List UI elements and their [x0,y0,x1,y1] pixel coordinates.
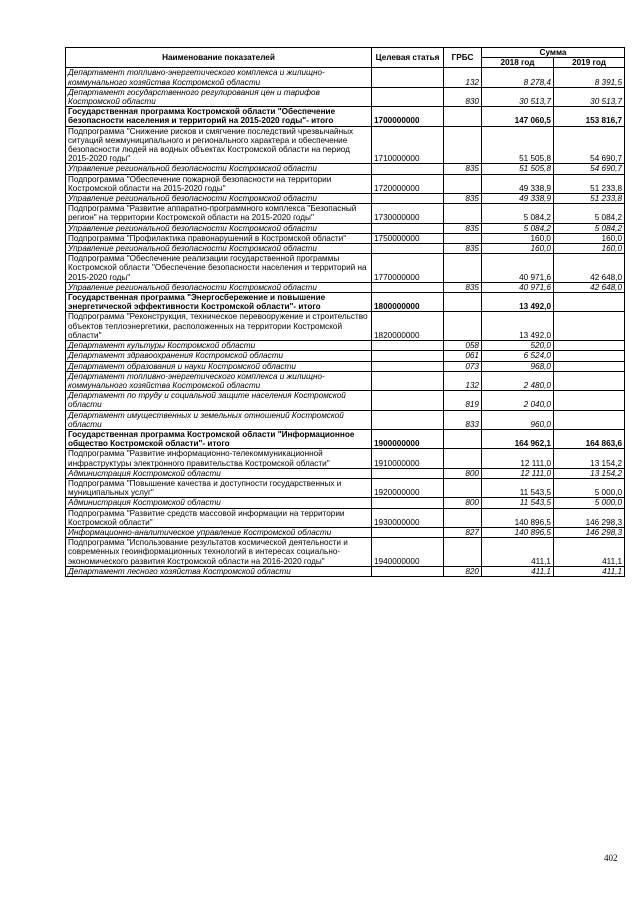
header-code: Целевая статья [372,48,444,68]
cell-sum-2018: 140 896,5 [482,508,554,527]
table-row [66,391,625,410]
page-number: 402 [604,853,618,863]
cell-grbs [444,233,482,243]
cell-sum-2018: 49 338,9 [482,194,554,204]
cell-sum-2018: 968,0 [482,361,554,371]
cell-grbs: 835 [444,244,482,254]
cell-grbs [444,538,482,567]
cell-grbs: 132 [444,68,482,87]
table-row [66,107,625,126]
table-row [66,254,625,283]
cell-target-code [372,371,444,390]
cell-sum-2018: 520,0 [482,341,554,351]
cell-name: Подпрограмма "Снижение рисков и смягчение последствий чрезвычайных ситуаций межмуниципального и регионального характера и обеспечение безопасности людей на водных объектах Костромской области на период 2015-2020 годы" [66,126,372,164]
cell-sum-2018: 160,0 [482,244,554,254]
table-row [66,233,625,243]
table-row [66,204,625,223]
cell-grbs [444,508,482,527]
cell-sum-2018: 13 492,0 [482,293,554,312]
cell-sum-2018: 11 543,5 [482,478,554,497]
cell-target-code: 1800000000 [372,293,444,312]
cell-target-code [372,566,444,576]
table-row [66,361,625,371]
cell-name: Департамент здравоохранения Костромской области [66,351,372,361]
cell-grbs [444,478,482,497]
cell-target-code: 1820000000 [372,312,444,341]
cell-sum-2018: 40 971,6 [482,282,554,292]
table-row [66,126,625,164]
cell-sum-2019: 42 648,0 [554,282,625,292]
cell-sum-2019: 411,1 [554,566,625,576]
cell-sum-2019 [554,351,625,361]
cell-grbs [444,254,482,283]
table-header [66,48,625,68]
cell-sum-2019: 146 298,3 [554,508,625,527]
cell-sum-2018: 30 513,7 [482,87,554,106]
cell-sum-2019: 5 000,0 [554,478,625,497]
cell-grbs [444,449,482,468]
cell-name: Подпрограмма "Повышение качества и доступности государственных и муниципальных услуг" [66,478,372,497]
header-sum: Сумма [482,48,625,58]
cell-target-code: 1710000000 [372,126,444,164]
cell-name: Администрация Костромской области [66,468,372,478]
table-row [66,538,625,567]
budget-table [65,47,625,577]
cell-name: Государственная программа Костромской области "Информационное общество Костромской области"- итого [66,429,372,448]
header-year-2018: 2018 год [482,58,554,68]
cell-sum-2019: 5 084,2 [554,204,625,223]
cell-sum-2019 [554,361,625,371]
cell-target-code [372,468,444,478]
cell-grbs: 835 [444,164,482,174]
cell-sum-2019: 411,1 [554,538,625,567]
cell-target-code: 1920000000 [372,478,444,497]
cell-sum-2018: 960,0 [482,410,554,429]
cell-grbs [444,312,482,341]
header-grbs: ГРБС [444,48,482,68]
cell-target-code [372,351,444,361]
cell-sum-2018: 411,1 [482,566,554,576]
cell-target-code [372,527,444,537]
cell-target-code [372,361,444,371]
cell-grbs: 800 [444,498,482,508]
table-row [66,498,625,508]
cell-grbs [444,429,482,448]
cell-sum-2018: 164 962,1 [482,429,554,448]
cell-name: Подпрограмма "Обеспечение реализации государственной программы Костромской области "Обеспечение безопасности населения и территорий на 2015-2020 годы" [66,254,372,283]
cell-grbs: 061 [444,351,482,361]
cell-name: Подпрограмма "Развитие аппаратно-программного комплекса "Безопасный регион" на территории Костромской области на 2015-2020 годы" [66,204,372,223]
cell-name: Управление региональной безопасности Костромской области [66,194,372,204]
header-year-2019: 2019 год [554,58,625,68]
cell-grbs: 835 [444,223,482,233]
cell-name: Управление региональной безопасности Костромской области [66,282,372,292]
table-row [66,341,625,351]
cell-target-code [372,282,444,292]
cell-name: Департамент культуры Костромской области [66,341,372,351]
table-row [66,468,625,478]
cell-sum-2019 [554,391,625,410]
cell-sum-2018: 51 505,8 [482,126,554,164]
cell-target-code: 1910000000 [372,449,444,468]
cell-grbs: 132 [444,371,482,390]
cell-sum-2018: 411,1 [482,538,554,567]
cell-name: Подпрограмма "Использование результатов космической деятельности и современных геоинформационных технологий в интересах социально-экономического развития Костромской области на 2016-2020 годы" [66,538,372,567]
cell-target-code: 1700000000 [372,107,444,126]
cell-name: Департамент лесного хозяйства Костромской области [66,566,372,576]
cell-sum-2019: 54 690,7 [554,164,625,174]
cell-sum-2018: 140 896,5 [482,527,554,537]
cell-sum-2018: 2 040,0 [482,391,554,410]
cell-name: Департамент по труду и социальной защите населения Костромской области [66,391,372,410]
cell-name: Подпрограмма "Развитие средств массовой информации на территории Костромской области" [66,508,372,527]
cell-name: Подпрограмма "Реконструкция, техническое перевооружение и строительство объектов теплоэнергетики, расположенных на территории Костромской области" [66,312,372,341]
cell-sum-2018: 6 524,0 [482,351,554,361]
cell-sum-2019 [554,312,625,341]
cell-target-code: 1930000000 [372,508,444,527]
table-row [66,282,625,292]
cell-name: Информационно-аналитическое управление Костромской области [66,527,372,537]
cell-target-code [372,68,444,87]
cell-name: Управление региональной безопасности Костромской области [66,244,372,254]
cell-name: Государственная программа "Энергосбережение и повышение энергетической эффективности Костромской области"- итого [66,293,372,312]
cell-name: Департамент топливно-энергетического комплекса и жилищно-коммунального хозяйства Костромской области [66,68,372,87]
cell-sum-2018: 8 278,4 [482,68,554,87]
table-row [66,312,625,341]
cell-sum-2019: 5 084,2 [554,223,625,233]
cell-grbs: 058 [444,341,482,351]
cell-name: Департамент образования и науки Костромской области [66,361,372,371]
cell-name: Государственная программа Костромской области "Обеспечение безопасности населения и территорий на 2015-2020 годы"- итого [66,107,372,126]
cell-target-code [372,194,444,204]
cell-sum-2019: 164 863,6 [554,429,625,448]
cell-grbs [444,174,482,193]
table-row [66,449,625,468]
cell-target-code [372,391,444,410]
table-row [66,174,625,193]
cell-name: Управление региональной безопасности Костромской области [66,223,372,233]
cell-sum-2019: 51 233,8 [554,194,625,204]
cell-sum-2019: 160,0 [554,233,625,243]
table-row [66,194,625,204]
cell-grbs: 835 [444,282,482,292]
table-row [66,527,625,537]
cell-name: Департамент государственного регулирования цен и тарифов Костромской области [66,87,372,106]
cell-sum-2018: 12 111,0 [482,468,554,478]
cell-target-code [372,223,444,233]
cell-sum-2018: 5 084,2 [482,223,554,233]
cell-sum-2018: 13 492,0 [482,312,554,341]
cell-sum-2019: 13 154,2 [554,468,625,478]
cell-target-code: 1770000000 [372,254,444,283]
table-row [66,351,625,361]
cell-grbs: 835 [444,194,482,204]
cell-grbs: 819 [444,391,482,410]
cell-sum-2019: 13 154,2 [554,449,625,468]
table-row [66,566,625,576]
cell-sum-2018: 49 338,9 [482,174,554,193]
cell-grbs [444,293,482,312]
cell-sum-2019 [554,371,625,390]
cell-target-code [372,410,444,429]
table-body [66,68,625,577]
cell-name: Подпрограмма "Профилактика правонарушений в Костромской области" [66,233,372,243]
cell-sum-2018: 40 971,6 [482,254,554,283]
cell-sum-2018: 51 505,8 [482,164,554,174]
cell-target-code: 1750000000 [372,233,444,243]
cell-sum-2019 [554,293,625,312]
cell-sum-2019 [554,341,625,351]
cell-target-code [372,87,444,106]
header-name: Наименование показателей [66,48,372,68]
table-row [66,293,625,312]
table-row [66,478,625,497]
cell-sum-2018: 2 480,0 [482,371,554,390]
cell-sum-2019: 160,0 [554,244,625,254]
cell-name: Департамент топливно-энергетического комплекса и жилищно-коммунального хозяйства Костромской области [66,371,372,390]
cell-target-code: 1730000000 [372,204,444,223]
cell-name: Управление региональной безопасности Костромской области [66,164,372,174]
cell-sum-2018: 11 543,5 [482,498,554,508]
cell-target-code: 1900000000 [372,429,444,448]
cell-name: Департамент имущественных и земельных отношений Костромской области [66,410,372,429]
cell-sum-2019: 153 816,7 [554,107,625,126]
cell-target-code: 1940000000 [372,538,444,567]
table-row [66,223,625,233]
cell-target-code [372,164,444,174]
cell-grbs: 820 [444,566,482,576]
table-row [66,87,625,106]
cell-target-code [372,498,444,508]
cell-grbs [444,107,482,126]
table-row [66,164,625,174]
cell-grbs [444,204,482,223]
cell-grbs: 833 [444,410,482,429]
cell-sum-2019: 8 391,5 [554,68,625,87]
cell-sum-2018: 5 084,2 [482,204,554,223]
cell-target-code [372,341,444,351]
cell-sum-2018: 147 060,5 [482,107,554,126]
cell-name: Подпрограмма "Обеспечение пожарной безопасности на территории Костромской области на 2015-2020 годы" [66,174,372,193]
table-row [66,68,625,87]
cell-sum-2019: 146 298,3 [554,527,625,537]
cell-sum-2019: 30 513,7 [554,87,625,106]
cell-sum-2018: 160,0 [482,233,554,243]
cell-target-code [372,244,444,254]
cell-grbs: 073 [444,361,482,371]
cell-sum-2018: 12 111,0 [482,449,554,468]
cell-sum-2019: 42 648,0 [554,254,625,283]
table-row [66,244,625,254]
cell-sum-2019 [554,410,625,429]
cell-grbs: 830 [444,87,482,106]
table-row [66,429,625,448]
cell-grbs [444,126,482,164]
table-row [66,410,625,429]
cell-sum-2019: 51 233,8 [554,174,625,193]
cell-sum-2019: 54 690,7 [554,126,625,164]
cell-name: Подпрограмма "Развитие информационно-телекоммуникационной инфраструктуры электронного правительства Костромской области" [66,449,372,468]
cell-sum-2019: 5 000,0 [554,498,625,508]
cell-target-code: 1720000000 [372,174,444,193]
cell-grbs: 827 [444,527,482,537]
cell-grbs: 800 [444,468,482,478]
table-row [66,371,625,390]
table-row [66,508,625,527]
cell-name: Администрация Костромской области [66,498,372,508]
